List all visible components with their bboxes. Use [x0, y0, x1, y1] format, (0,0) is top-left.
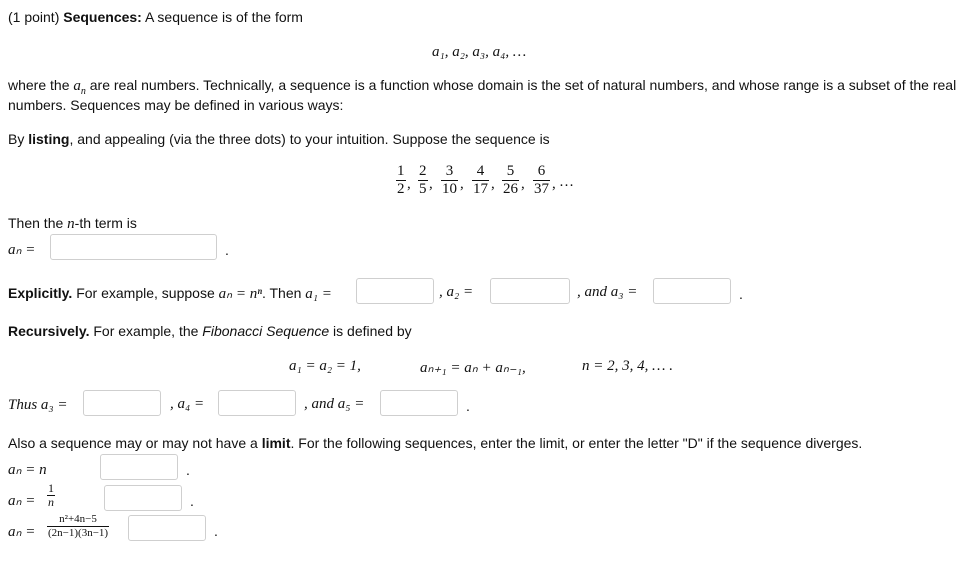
fraction-comma: ,: [407, 176, 411, 192]
fraction-comma: ,: [491, 176, 495, 192]
fraction-numerator: 1: [397, 163, 405, 179]
limit-item2-fraction: [47, 482, 55, 509]
frac-num: 1: [48, 481, 54, 495]
fraction-denominator: 26: [503, 181, 518, 197]
fib-recurrence: aₙ₊₁ = aₙ + aₙ₋₁,: [420, 360, 526, 376]
fraction-numerator: 3: [441, 163, 458, 181]
recursive-bold: Recursively.: [8, 323, 90, 339]
a5-label: , and a₅ =: [304, 396, 365, 412]
recursive-text: [8, 323, 412, 339]
limit-item3-fraction: [47, 513, 109, 540]
recursive-desc: For example, the: [89, 323, 203, 339]
an-label: aₙ =: [8, 242, 36, 258]
intro-text: A sequence is of the form: [141, 9, 303, 25]
points-label: (1 point): [8, 9, 60, 25]
nth-term-b: -th term is: [74, 215, 137, 231]
fraction-denominator: 17: [473, 181, 488, 197]
limit-text-a: Also a sequence may or may not have a: [8, 435, 262, 451]
explicit-formula: aₙ = nⁿ: [218, 286, 262, 302]
a2-label: , a₂ =: [439, 284, 474, 300]
explicit-desc: For example, suppose: [72, 285, 219, 301]
recursive-a4-input[interactable]: [218, 390, 296, 416]
period: .: [214, 523, 218, 539]
sequence-fraction: [396, 163, 406, 198]
listing-rest: , and appealing (via the three dots) to your intuition. Suppose the sequence is: [69, 131, 550, 147]
fraction-numerator: 6: [533, 163, 550, 181]
period: .: [225, 242, 229, 258]
generic-sequence-form: a₁, a₂, a₃, a₄, …: [432, 44, 527, 60]
recursive-a5-input[interactable]: [380, 390, 458, 416]
period: .: [466, 398, 470, 414]
an-symbol: $a_n$: [73, 78, 86, 97]
fraction-numerator: 2: [419, 163, 427, 179]
frac-num: n²+4n−5: [47, 513, 109, 527]
sequence-ellipsis: …: [559, 174, 574, 190]
nth-term-a: Then the: [8, 215, 68, 231]
sequence-fraction: [441, 163, 458, 198]
limit-item3-input[interactable]: [128, 515, 206, 541]
sequence-fraction: [418, 163, 428, 198]
limit-text-b: . For the following sequences, enter the limit, or enter the letter "D" if the sequence diverges.: [290, 435, 863, 451]
listing-intro: [8, 131, 550, 147]
where-text-line2: numbers. Sequences may be defined in various ways:: [8, 97, 344, 113]
a1-label: a₁ =: [305, 286, 332, 302]
fraction-comma: ,: [429, 176, 433, 192]
nth-term-input[interactable]: [50, 234, 217, 260]
sequence-fraction: [502, 163, 519, 198]
fraction-denominator: 37: [534, 181, 549, 197]
recursive-a3-input[interactable]: [83, 390, 161, 416]
fraction-comma: ,: [521, 176, 525, 192]
where-text-a: where the: [8, 77, 74, 93]
thus-a3-label: Thus a₃ =: [8, 397, 68, 413]
explicit-then: . Then: [261, 285, 306, 301]
explicit-a1-input[interactable]: [356, 278, 434, 304]
where-text-line1: [8, 77, 956, 97]
nth-term-n: n: [67, 216, 75, 232]
sequence-fraction: [472, 163, 489, 198]
limit-bold: limit: [261, 435, 291, 451]
limit-item1-input[interactable]: [100, 454, 178, 480]
fib-initial: a₁ = a₂ = 1,: [289, 358, 361, 374]
listing-bold: listing: [28, 131, 70, 147]
period: .: [190, 493, 194, 509]
fraction-denominator: 10: [442, 181, 457, 197]
explicit-bold: Explicitly.: [8, 285, 73, 301]
fraction-numerator: 4: [472, 163, 489, 181]
explicit-a2-input[interactable]: [490, 278, 570, 304]
explicit-a3-input[interactable]: [653, 278, 731, 304]
period: .: [186, 462, 190, 478]
fib-range: n = 2, 3, 4, … .: [582, 358, 673, 374]
explicit-text: [8, 284, 332, 303]
fraction-denominator: 5: [419, 181, 427, 197]
sequence-fraction: [533, 163, 550, 198]
limit-item3-label: aₙ =: [8, 524, 36, 540]
limit-text: [8, 435, 862, 451]
problem-intro: [8, 9, 303, 25]
recursive-desc2: is defined by: [329, 323, 412, 339]
period: .: [739, 286, 743, 302]
frac-den: (2n−1)(3n−1): [48, 527, 109, 539]
limit-item2-input[interactable]: [104, 485, 182, 511]
a4-label: , a₄ =: [170, 396, 205, 412]
a3-label: , and a₃ =: [577, 284, 638, 300]
where-text-b: are real numbers. Technically, a sequence is a function whose domain is the set of natural numbers, and whose range is a subset of the real: [85, 77, 957, 93]
fraction-comma: ,: [552, 176, 556, 192]
thus-label: [8, 396, 68, 414]
limit-item1-label: aₙ = n: [8, 462, 47, 478]
fraction-numerator: 5: [502, 163, 519, 181]
section-heading: Sequences:: [63, 9, 142, 25]
fraction-comma: ,: [460, 176, 464, 192]
limit-item2-label: aₙ =: [8, 493, 36, 509]
frac-den: n: [48, 495, 54, 509]
fraction-denominator: 2: [397, 181, 405, 197]
fibonacci-name: Fibonacci Sequence: [202, 323, 330, 339]
listing-by: By: [8, 131, 29, 147]
nth-term-text: [8, 215, 137, 233]
